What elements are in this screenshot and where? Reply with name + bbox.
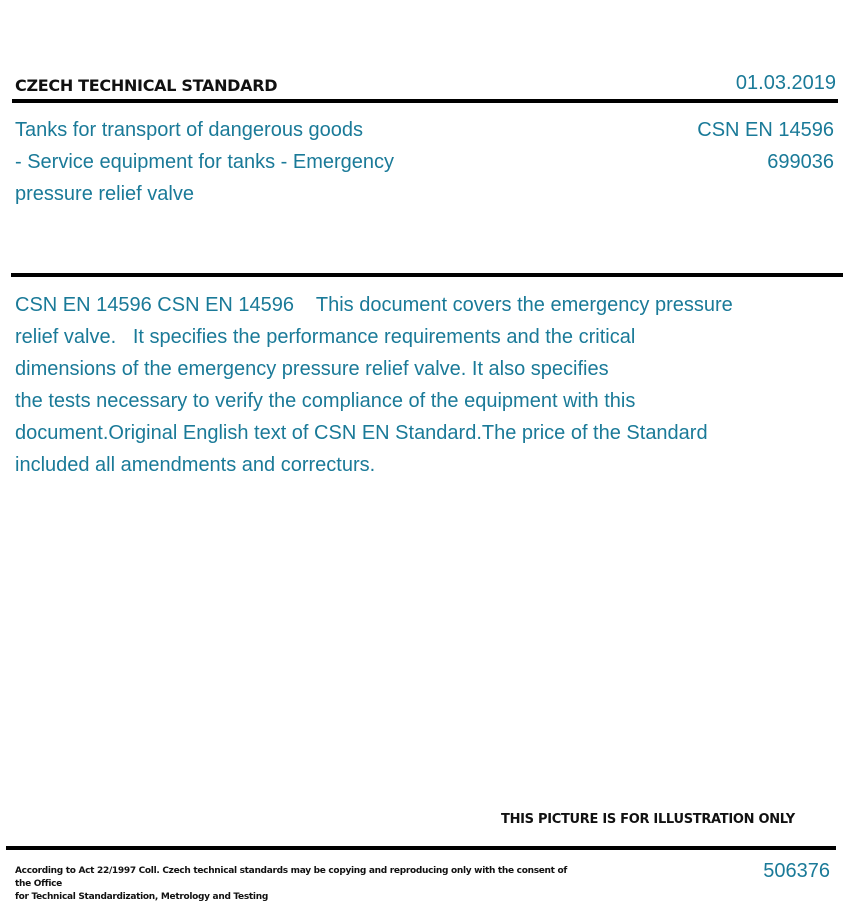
standard-identifiers <box>697 114 834 178</box>
description-line: CSN EN 14596 CSN EN 14596 This document covers the emergency pressure <box>15 294 733 316</box>
publication-date: 01.03.2019 <box>735 72 836 94</box>
illustration-note: THIS PICTURE IS FOR ILLUSTRATION ONLY <box>501 812 795 827</box>
description-line: document.Original English text of CSN EN Standard.The price of the Standard <box>15 422 708 444</box>
title-divider <box>11 273 843 277</box>
footer-divider <box>6 846 836 850</box>
legal-notice <box>15 865 585 904</box>
standard-title <box>15 114 445 210</box>
description-line: dimensions of the emergency pressure relief valve. It also specifies <box>15 358 609 380</box>
standard-title-line: pressure relief valve <box>15 183 194 205</box>
standard-title-line: Tanks for transport of dangerous goods <box>15 119 363 141</box>
description-line: included all amendments and correcturs. <box>15 454 376 476</box>
description-line: the tests necessary to verify the compliance of the equipment with this <box>15 390 636 412</box>
description-line: relief valve. It specifies the performance requirements and the critical <box>15 326 636 348</box>
legal-line: According to Act 22/1997 Coll. Czech technical standards may be copying and reproducing only with the consent of the Office <box>15 866 567 889</box>
document-number: 506376 <box>763 860 830 882</box>
document-header-title: CZECH TECHNICAL STANDARD <box>15 76 278 95</box>
standard-code: CSN EN 14596 <box>697 119 834 141</box>
standard-class-number: 699036 <box>767 151 834 173</box>
standard-title-line: - Service equipment for tanks - Emergency <box>15 151 395 173</box>
legal-line: for Technical Standardization, Metrology and Testing <box>15 892 268 902</box>
header-divider <box>12 99 838 103</box>
standard-description <box>15 289 815 481</box>
